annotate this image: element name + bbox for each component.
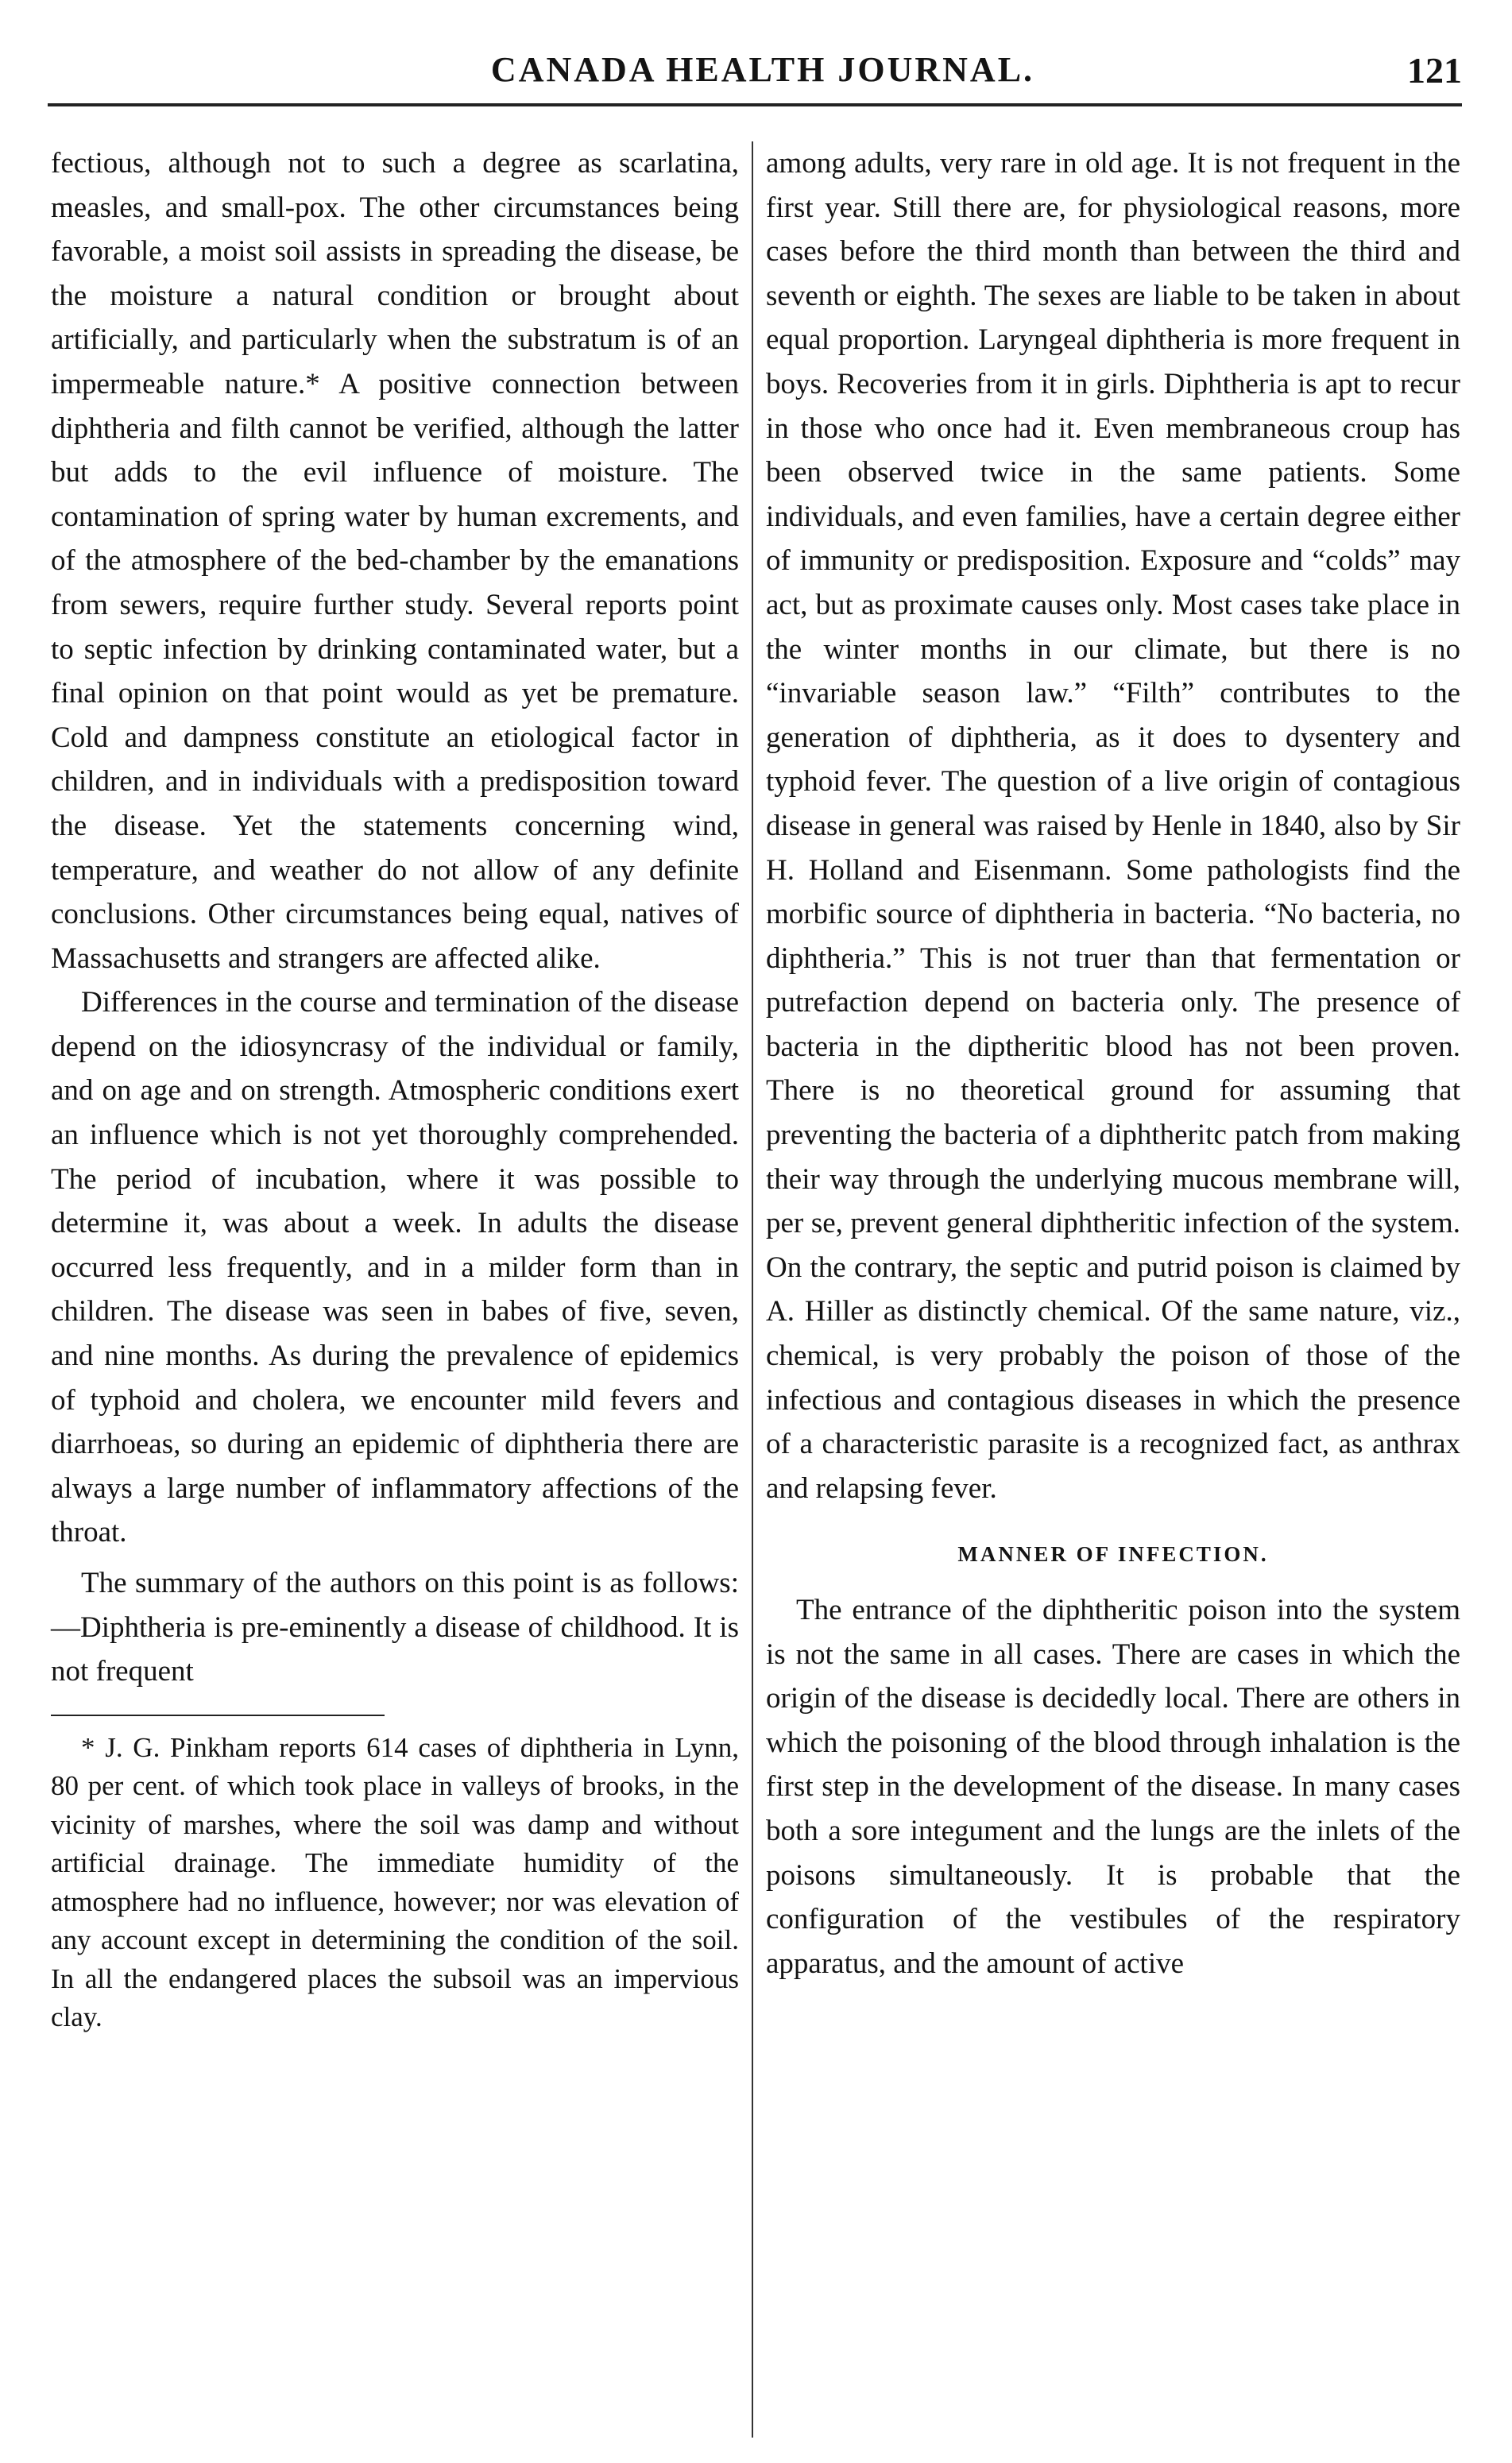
column-divider bbox=[752, 141, 753, 2438]
right-paragraph-2: The entrance of the diphtheritic poison into the system is not the same in all cases. There are cases in which the origin of the disease is decidedly local. There are others in which the poisoning of the blood through inhalation is the first step in the development of the disease. In many cases both a sore integument and the lungs are the inlets of the poisons simultaneously. It is probable that the configuration of the vestibules of the respiratory apparatus, and the amount of active bbox=[766, 1594, 1460, 1980]
left-column bbox=[51, 141, 739, 2037]
header-rule bbox=[48, 103, 1462, 106]
footnote-rule bbox=[51, 1715, 385, 1716]
right-column bbox=[766, 141, 1460, 1985]
footnote: * J. G. Pinkham reports 614 cases of diphtheria in Lynn, 80 per cent. of which took place in valleys of brooks, in the vicinity of marshes, where the soil was damp and without artificial drainage. The immediate humidity of the atmosphere had no influence, however; nor was elevation of any account except in determining the condition of the soil. In all the endangered places the subsoil was an impervious clay. bbox=[51, 1731, 739, 2033]
right-paragraph-1: among adults, very rare in old age. It is not frequent in the first year. Still there are, for physiological reasons, more cases before the third month than between the third and seventh or eighth. The sexes are liable to be taken in about equal proportion. Laryngeal diphtheria is more frequent in boys. Recoveries from it in girls. Diphtheria is apt to recur in those who once had it. Even membraneous croup has been observed twice in the same patients. Some individuals, and even families, have a certain degree either of immunity or predisposition. Exposure and “colds” may act, but as proximate causes only. Most cases take place in the winter months in our climate, but there is no “invariable season law.” “Filth” contributes to the generation of diphtheria, as it does to dysentery and typhoid fever. The question of a live origin of contagious disease in general was raised by Henle in 1840, also by Sir H. Holland and Eisenmann. Some pathologists find the morbific source of diphtheria in bacteria. “No bacteria, no diphtheria.” This is not truer than that fermentation or putrefaction depend on bacteria only. The presence of bacteria in the diptheritic blood has not been proven. There is no theoretical ground for assuming that preventing the bacteria of a diphtheritc patch from making their way through the underlying mucous membrane will, per se, prevent general diphtheritic infection of the system. On the contrary, the septic and putrid poison is claimed by A. Hiller as distinctly chemical. Of the same nature, viz., chemical, is very probably the poison of those of the infectious and contagious diseases in which the presence of a characteristic parasite is a recognized fact, as anthrax and relapsing fever. bbox=[766, 147, 1460, 1505]
section-heading: MANNER OF INFECTION. bbox=[957, 1542, 1269, 1567]
left-paragraph-2: Differences in the course and termination of the disease depend on the idiosyncrasy of the individual or family, and on age and on strength. Atmospheric conditions exert an influence which is not yet thoroughly comprehended. The period of incubation, where it was possible to determine it, was about a week. In adults the disease occurred less frequently, and in a milder form than in children. The disease was seen in babes of five, seven, and nine months. As during the prevalence of epidemics of typhoid and cholera, we encounter mild fevers and diarrhoeas, so during an epidemic of diphtheria there are always a large number of inflammatory affections of the throat. bbox=[51, 986, 739, 1549]
journal-title: CANADA HEALTH JOURNAL. bbox=[490, 50, 1035, 89]
left-paragraph-1: fectious, although not to such a degree as scarlatina, measles, and small-pox. The other circumstances being favorable, a moist soil assists in spreading the disease, be the moisture a natural condition or brought about artificially, and particularly when the substratum is of an impermeable nature.* A positive connection between diphtheria and filth cannot be verified, although the latter but adds to the evil influence of moisture. The contamination of spring water by human excrements, and of the atmosphere of the bed-chamber by the emanations from sewers, require further study. Several reports point to septic infection by drinking contaminated water, but a final opinion on that point would as yet be premature. Cold and dampness constitute an etiological factor in children, and in individuals with a predisposition toward the disease. Yet the statements concerning wind, temperature, and weather do not allow of any definite conclusions. Other circumstances being equal, natives of Massachusetts and strangers are affected alike. bbox=[51, 147, 739, 975]
left-paragraph-3: The summary of the authors on this point is as follows:—Diphtheria is pre-eminently a disease of childhood. It is not frequent bbox=[51, 1567, 739, 1688]
page-header bbox=[48, 49, 1462, 97]
page-number: 121 bbox=[1407, 50, 1462, 91]
